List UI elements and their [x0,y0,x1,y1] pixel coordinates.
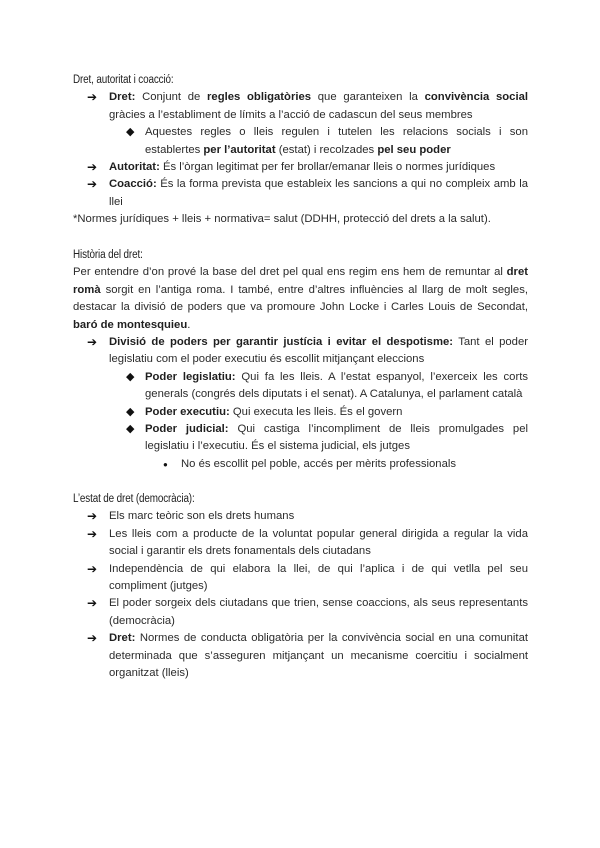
section-heading: Història del dret: [73,249,143,261]
text: Les lleis com a producte de la voluntat popular general dirigida a regular la vida social i garantir els drets fonamentals dels ciutadans [109,527,528,558]
text: (estat) i recolzades [275,143,378,156]
text: No és escollit pel poble, accés per mèrits professionals [181,457,457,470]
section-heading: L’estat de dret (democràcia): [73,493,195,505]
text: . [187,318,191,331]
text: Qui castiga l’incompliment de lleis promulgades pel legislatiu i l’executiu. És el sistema judicial, els jutges [145,423,529,453]
term-label: Dret: [109,632,136,645]
list-item-coaccio [73,176,528,211]
text: És la forma prevista que estableix les sancions a qui no compleix amb la llei [109,178,528,208]
list-item [73,561,528,596]
diamond-bullet-icon: ◆ [126,405,135,418]
diamond-bullet-icon: ◆ [126,370,135,383]
text: Tant el poder legislatiu com el poder executiu és escollit mitjançant eleccions [109,336,528,366]
arrow-bullet-icon: ➔ [87,561,98,576]
term-label: Poder judicial: [145,423,229,436]
term-label: Poder legislatiu: [145,370,236,383]
diamond-bullet-icon: ◆ [126,126,135,139]
bold-text: regles obligatòries [207,91,312,104]
list-item-divisio [73,334,528,369]
bullet-list [73,89,528,211]
bullet-list [73,334,528,473]
text: Per entendre d’on prové la base del dret pel qual ens regim ens hem de remuntar al [73,266,507,279]
term-label: Poder executiu: [145,405,230,418]
section-historia-del-dret [73,247,528,473]
list-item [73,526,528,561]
list-item [73,630,528,682]
section-dret-autoritat-coaccio [73,72,528,229]
text: que garanteixen la [311,91,425,104]
term-label: Coacció: [109,178,157,191]
term-label: Dret: [109,91,136,104]
bullet-list [73,508,528,682]
bold-text: dret romà [73,266,528,296]
list-item [73,508,528,525]
list-item-judicial-sub [73,456,528,473]
text: Els marc teòric son els drets humans [109,510,295,523]
list-item-autoritat [73,159,528,176]
arrow-bullet-icon: ➔ [87,177,98,192]
section-heading: Dret, autoritat i coacció: [73,74,174,86]
bold-text: per l’autoritat [203,143,276,156]
list-item-executiu [73,404,528,421]
text: Normes de conducta obligatòria per la convivència social en una comunitat determinada que s’asseguren mitjançant un mecanisme coercitiu i socialment organitzat (lleis) [109,632,528,680]
list-item [73,595,528,630]
bold-text: convivència social [424,91,529,104]
arrow-bullet-icon: ➔ [87,335,98,350]
text: Qui fa les lleis. A l’estat espanyol, l’exerceix les corts generals (congrés dels diputats i el senat). A Catalunya, el parlament català [145,370,529,401]
diamond-bullet-icon: ◆ [126,423,135,436]
bold-text: Divisió de poders per garantir justícia i evitar el despotisme: [109,336,454,349]
bold-text: pel seu poder [377,143,451,156]
list-item-regles [73,124,528,159]
text: Conjunt de [135,91,208,104]
arrow-bullet-icon: ➔ [87,526,98,541]
list-item-judicial [73,421,528,456]
section-estat-de-dret [73,491,528,682]
list-item-dret [73,89,528,124]
text: És l’òrgan legitimat per fer brollar/emanar lleis o normes jurídiques [159,161,496,174]
text: sorgit en l’antiga roma. I també, entre d’altres influències al llarg de molt segles, destacar la divisió de poders que va promoure John Locke i Carles Louis de Secondat, [73,283,528,314]
list-item-legislatiu [73,369,528,404]
text: Qui executa les lleis. És el govern [229,405,403,418]
dot-bullet-icon: ● [163,459,168,469]
bold-text: baró de montesquieu [73,318,188,331]
intro-paragraph [73,264,528,334]
arrow-bullet-icon: ➔ [87,631,98,646]
arrow-bullet-icon: ➔ [87,509,98,524]
text: gràcies a l’establiment de límits a l’acció de cadascun del seus membres [109,108,473,121]
arrow-bullet-icon: ➔ [87,160,98,175]
arrow-bullet-icon: ➔ [87,90,98,105]
term-label: Autoritat: [109,161,160,174]
text: Aquestes regles o lleis regulen i tutelen les relacions socials i son establertes [145,126,528,156]
text: Independència de qui elabora la llei, de qui l’aplica i de qui vetlla pel seu compliment (jutges) [109,562,528,593]
note: *Normes jurídiques + lleis + normativa= salut (DDHH, protecció del drets a la salut). [73,213,491,226]
text: El poder sorgeix dels ciutadans que trien, sense coaccions, als seus representants (democràcia) [109,597,528,627]
arrow-bullet-icon: ➔ [87,596,98,611]
